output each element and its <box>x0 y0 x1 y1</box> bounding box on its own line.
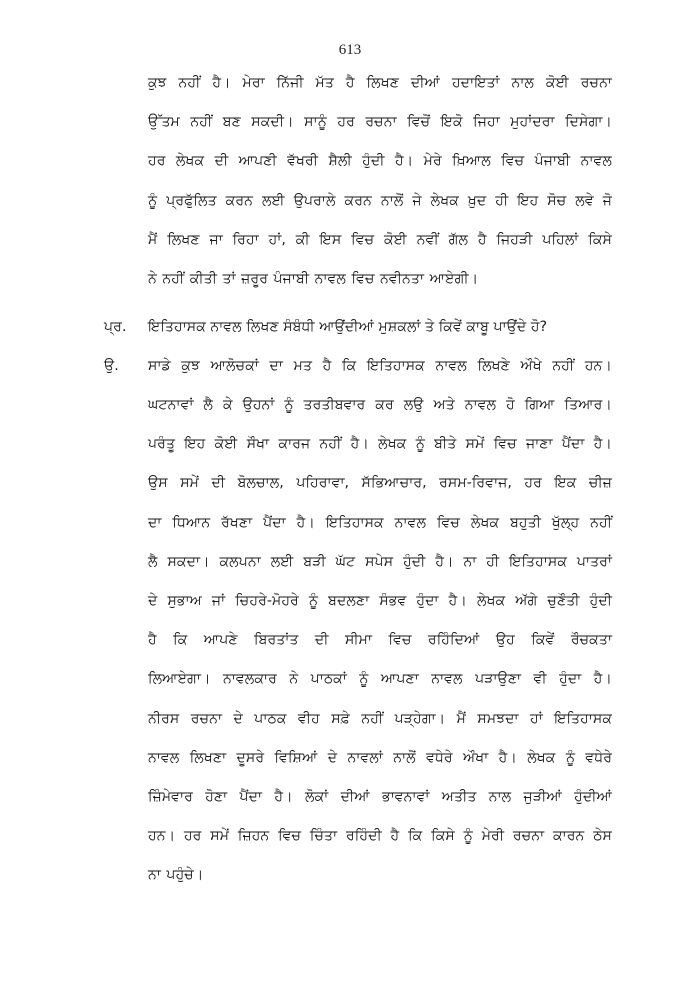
page-number: 613 <box>338 42 362 58</box>
text-line: ਮੈਂ ਲਿਖਣ ਜਾ ਰਿਹਾ ਹਾਂ, ਕੀ ਇਸ ਵਿਚ ਕੋਈ ਨਵੀਂ ਗੱਲ ਹੈ ਜਿਹੜੀ ਪਹਿਲਾਂ ਕਿਸੇ <box>148 231 612 248</box>
question-block <box>104 308 612 347</box>
intro-paragraph <box>148 64 612 299</box>
text-line: ਉਸ ਸਮੇਂ ਦੀ ਬੋਲਚਾਲ, ਪਹਿਰਾਵਾ, ਸੱਭਿਆਚਾਰ, ਰਸਮ-ਰਿਵਾਜ, ਹਰ ਇਕ ਚੀਜ਼ <box>148 475 612 492</box>
text-line: ਹਨ। ਹਰ ਸਮੇਂ ਜ਼ਿਹਨ ਵਿਚ ਚਿੰਤਾ ਰਹਿੰਦੀ ਹੈ ਕਿ ਕਿਸੇ ਨੂੰ ਮੇਰੀ ਰਚਨਾ ਕਾਰਨ ਠੇਸ <box>148 828 612 845</box>
question-marker: ਪ੍ਰ. <box>104 319 127 335</box>
text-line: ਹਰ ਲੇਖਕ ਦੀ ਆਪਣੀ ਵੱਖਰੀ ਸ਼ੈਲੀ ਹੁੰਦੀ ਹੈ। ਮੇਰੇ ਖ਼ਿਆਲ ਵਿਚ ਪੰਜਾਬੀ ਨਾਵਲ <box>148 153 612 170</box>
text-line: ਨੂੰ ਪ੍ਰਫੁੱਲਿਤ ਕਰਨ ਲਈ ਉਪਰਾਲੇ ਕਰਨ ਨਾਲੋਂ ਜੇ ਲੇਖਕ ਖ਼ੁਦ ਹੀ ਇਹ ਸੋਚ ਲਵੇ ਜੋ <box>148 192 612 209</box>
text-line: ਨਾਵਲ ਲਿਖਣਾ ਦੂਸਰੇ ਵਿਸ਼ਿਆਂ ਦੇ ਨਾਵਲਾਂ ਨਾਲੋਂ ਵਧੇਰੇ ਔਖਾ ਹੈ। ਲੇਖਕ ਨੂੰ ਵਧੇਰੇ <box>148 749 612 766</box>
text-line: ਉੱਤਮ ਨਹੀਂ ਬਣ ਸਕਦੀ। ਸਾਨੂੰ ਹਰ ਰਚਨਾ ਵਿਚੋਂ ਇਕੋ ਜਿਹਾ ਮੁਹਾਂਦਰਾ ਦਿਸੇਗਾ। <box>148 114 612 131</box>
text-line: ਲਿਆਏਗਾ। ਨਾਵਲਕਾਰ ਨੇ ਪਾਠਕਾਂ ਨੂੰ ਆਪਣਾ ਨਾਵਲ ਪੜਾਉਣਾ ਵੀ ਹੁੰਦਾ ਹੈ। <box>148 671 612 688</box>
answer-block <box>104 347 612 386</box>
text-line: ਨੀਰਸ ਰਚਨਾ ਦੇ ਪਾਠਕ ਵੀਹ ਸਫ਼ੇ ਨਹੀਂ ਪੜ੍ਹੇਗਾ। ਮੈਂ ਸਮਝਦਾ ਹਾਂ ਇਤਿਹਾਸਕ <box>148 710 612 727</box>
question-text: ਇਤਿਹਾਸਕ ਨਾਵਲ ਲਿਖਣ ਸੰਬੰਧੀ ਆਉਂਦੀਆਂ ਮੁਸ਼ਕਲਾਂ ਤੇ ਕਿਵੇਂ ਕਾਬੂ ਪਾਉਂਦੇ ਹੋ? <box>148 319 548 335</box>
answer-paragraph <box>148 386 612 895</box>
text-line: ਦੇ ਸੁਭਾਅ ਜਾਂ ਚਿਹਰੇ-ਮੋਹਰੇ ਨੂੰ ਬਦਲਣਾ ਸੰਭਵ ਹੁੰਦਾ ਹੈ। ਲੇਖਕ ਅੱਗੇ ਚੁਣੌਤੀ ਹੁੰਦੀ <box>148 592 613 609</box>
text-line: ਪਰੰਤੂ ਇਹ ਕੋਈ ਸੌਖਾ ਕਾਰਜ ਨਹੀਂ ਹੈ। ਲੇਖਕ ਨੂੰ ਬੀਤੇ ਸਮੇਂ ਵਿਚ ਜਾਣਾ ਪੈਂਦਾ ਹੈ। <box>148 436 612 453</box>
text-line: ਲੈ ਸਕਦਾ। ਕਲਪਨਾ ਲਈ ਬੜੀ ਘੱਟ ਸਪੇਸ ਹੁੰਦੀ ਹੈ। ਨਾ ਹੀ ਇਤਿਹਾਸਕ ਪਾਤਰਾਂ <box>148 553 612 570</box>
text-line: ਦਾ ਧਿਆਨ ਰੱਖਣਾ ਪੈਂਦਾ ਹੈ। ਇਤਿਹਾਸਕ ਨਾਵਲ ਵਿਚ ਲੇਖਕ ਬਹੁਤੀ ਖੁੱਲ੍ਹ ਨਹੀਂ <box>148 514 612 531</box>
text-line: ਕੁਝ ਨਹੀਂ ਹੈ। ਮੇਰਾ ਨਿੱਜੀ ਮੱਤ ਹੈ ਲਿਖਣ ਦੀਆਂ ਹਦਾਇਤਾਂ ਨਾਲ ਕੋਈ ਰਚਨਾ <box>148 75 612 91</box>
answer-first-line: ਸਾਡੇ ਕੁਝ ਆਲੋਚਕਾਂ ਦਾ ਮਤ ਹੈ ਕਿ ਇਤਿਹਾਸਕ ਨਾਵਲ ਲਿਖਣੇ ਔਖੇ ਨਹੀਂ ਹਨ। <box>148 358 612 374</box>
text-line: ਨੇ ਨਹੀਂ ਕੀਤੀ ਤਾਂ ਜ਼ਰੂਰ ਪੰਜਾਬੀ ਨਾਵਲ ਵਿਚ ਨਵੀਨਤਾ ਆਏਗੀ। <box>148 270 479 287</box>
text-line: ਨਾ ਪਹੁੰਚੇ। <box>148 867 204 884</box>
text-line: ਘਟਨਾਵਾਂ ਲੈ ਕੇ ਉਹਨਾਂ ਨੂੰ ਤਰਤੀਬਵਾਰ ਕਰ ਲਉ ਅਤੇ ਨਾਵਲ ਹੋ ਗਿਆ ਤਿਆਰ। <box>148 397 612 413</box>
text-line: ਹੈ ਕਿ ਆਪਣੇ ਬਿਰਤਾਂਤ ਦੀ ਸੀਮਾ ਵਿਚ ਰਹਿੰਦਿਆਂ ਉਹ ਕਿਵੇਂ ਰੌਚਕਤਾ <box>148 632 612 649</box>
answer-marker: ਉ. <box>104 358 119 374</box>
text-line: ਜ਼ਿੰਮੇਵਾਰ ਹੋਣਾ ਪੈਂਦਾ ਹੈ। ਲੋਕਾਂ ਦੀਆਂ ਭਾਵਨਾਵਾਂ ਅਤੀਤ ਨਾਲ ਜੁੜੀਆਂ ਹੁੰਦੀਆਂ <box>148 788 612 805</box>
